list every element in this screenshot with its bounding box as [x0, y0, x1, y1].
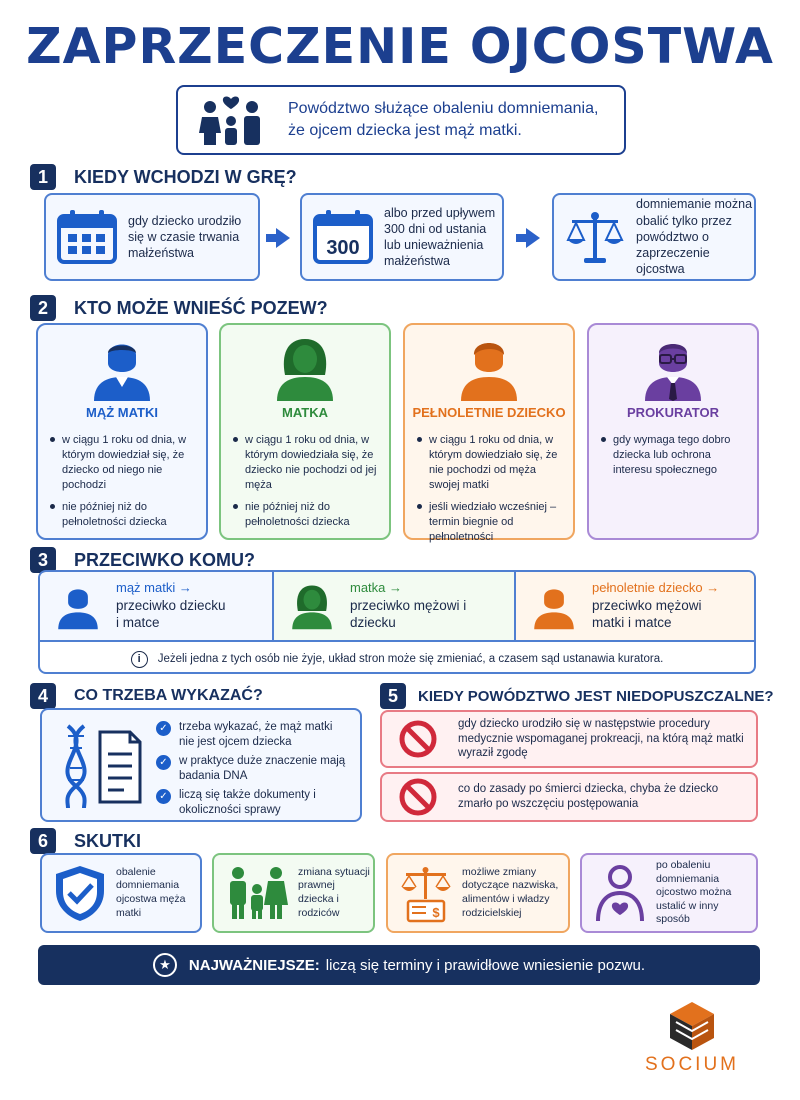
- card-prosecutor-item: gdy wymaga tego dobro dziecka lub ochrona interesu społecznego: [601, 433, 749, 478]
- section-1-header: [30, 164, 297, 190]
- intro-box: [176, 85, 626, 155]
- section-4-item: ✓ liczą się także dokumenty i okoliczności sprawy: [156, 788, 349, 818]
- intro-text: Powództwo służące obaleniu domniemania, że ojcem dziecka jest mąż matki.: [288, 100, 599, 139]
- section-1-step-2-text: albo przed upływem 300 dni od ustania lub unieważnienia małżeństwa: [384, 205, 496, 269]
- effect-2: zmiana sytuacji prawnej dziecka i rodziców: [212, 853, 375, 933]
- card-mother-title: MATKA: [282, 405, 328, 420]
- socium-logo: [632, 1000, 752, 1080]
- woman-icon: [271, 335, 339, 401]
- card-mother-item: nie później niż do pełnoletności dziecka: [233, 500, 381, 530]
- effect-1: obalenie domniemania ojcostwa męża matki: [40, 853, 202, 933]
- shield-check-icon: [52, 863, 108, 923]
- section-5-number: 5: [380, 683, 406, 709]
- card-husband-title: MĄŻ MATKI: [86, 405, 158, 420]
- key-takeaway-banner: [38, 945, 760, 985]
- star-icon: ★: [153, 953, 177, 977]
- section-5-header: [380, 683, 774, 709]
- card-mother-item: w ciągu 1 roku od dnia, w którym dowiedziała się, że dziecko nie pochodzi od jej męża: [233, 433, 381, 492]
- section-1-number: 1: [30, 164, 56, 190]
- section-1-step-1: [44, 193, 260, 281]
- section-4-item: ✓ trzeba wykazać, że mąż matki nie jest ojcem dziecka: [156, 720, 349, 750]
- person-heart-icon: [592, 863, 648, 923]
- party-adult-child-against: przeciwko mężowi matki i matce: [592, 597, 702, 631]
- section-1-step-3: [552, 193, 756, 281]
- party-husband-against: przeciwko dziecku i matce: [116, 597, 226, 631]
- section-2-title: KTO MOŻE WNIEŚĆ POZEW?: [74, 297, 328, 318]
- card-prosecutor: [587, 323, 759, 540]
- card-husband-item: w ciągu 1 roku od dnia, w którym dowiedział się, że dziecko od niego nie pochodzi: [50, 433, 198, 492]
- card-adult-child-item: w ciągu 1 roku od dnia, w którym dowiedziało się, że nie pochodzi od męża swojej matki: [417, 433, 565, 492]
- young-man-icon: [530, 580, 578, 632]
- family-icon: [224, 863, 290, 923]
- party-husband: [40, 572, 274, 642]
- check-icon: ✓: [156, 755, 171, 770]
- card-adult-child: [403, 323, 575, 544]
- calendar-300-icon: [312, 208, 374, 266]
- dna-document-icon: [54, 722, 146, 810]
- man-icon: [88, 335, 156, 401]
- party-adult-child-label: pełnoletnie dziecko →: [592, 580, 720, 595]
- section-2-number: 2: [30, 295, 56, 321]
- section-6-header: [30, 828, 141, 854]
- section-5-item-2: co do zasady po śmierci dziecka, chyba że dziecko zmarło po wszczęciu postępowania: [380, 772, 758, 822]
- party-husband-label: mąż matki →: [116, 580, 192, 595]
- arrow-right-icon: [526, 228, 540, 248]
- socium-logo-icon: [666, 1000, 718, 1052]
- section-3-note: [40, 644, 754, 674]
- check-icon: ✓: [156, 721, 171, 736]
- banner-label: NAJWAŻNIEJSZE:: [188, 956, 320, 974]
- card-adult-child-item: jeśli wiedziało wcześniej – termin biegnie od pełnoletności: [417, 500, 565, 545]
- effect-4: po obaleniu domniemania ojcostwo można ustalić w inny sposób: [580, 853, 758, 933]
- party-mother: [274, 572, 516, 642]
- section-1-step-2: [300, 193, 504, 281]
- effect-3: $ możliwe zmiany dotyczące nazwiska, alimentów i władzy rodzicielskiej: [386, 853, 570, 933]
- party-adult-child: [516, 572, 754, 642]
- card-adult-child-title: PEŁNOLETNIE DZIECKO: [412, 405, 566, 420]
- calendar-300-badge: 300: [326, 237, 360, 259]
- prosecutor-icon: [639, 335, 707, 401]
- banner-text: liczą się terminy i prawidłowe wniesienie pozwu.: [325, 956, 646, 974]
- family-heart-icon: [194, 93, 268, 147]
- section-3-note-text: Jeżeli jedna z tych osób nie żyje, układ stron może się zmieniać, a czasem sąd ustanawia kuratora.: [157, 653, 664, 665]
- check-icon: ✓: [156, 789, 171, 804]
- prohibited-icon: [398, 719, 438, 759]
- section-4-header: [30, 683, 263, 709]
- section-1-step-3-text: domniemanie można obalić tylko przez powództwo o zaprzeczenie ojcostwa: [636, 197, 753, 277]
- socium-logo-text: SOCIUM: [645, 1054, 739, 1075]
- section-3-title: PRZECIWKO KOMU?: [74, 549, 255, 570]
- card-prosecutor-title: PROKURATOR: [627, 405, 719, 420]
- card-mother: [219, 323, 391, 540]
- party-mother-against: przeciwko mężowi i dziecku: [350, 597, 467, 631]
- section-5-title: KIEDY POWÓDZTWO JEST NIEDOPUSZCZALNE?: [418, 687, 774, 705]
- section-6-number: 6: [30, 828, 56, 854]
- section-1-title: KIEDY WCHODZI W GRĘ?: [74, 166, 297, 187]
- section-4-number: 4: [30, 683, 56, 709]
- section-6-title: SKUTKI: [74, 830, 141, 851]
- section-3-box: [38, 570, 756, 674]
- svg-text:$: $: [432, 905, 440, 920]
- card-husband: [36, 323, 208, 540]
- calendar-icon: [56, 208, 118, 266]
- page-title: ZAPRZECZENIE OJCOSTWA: [26, 18, 774, 75]
- section-4-box: [40, 708, 362, 822]
- section-2-header: [30, 295, 328, 321]
- scales-document-icon: [398, 863, 454, 923]
- section-5-item-1: gdy dziecko urodziło się w następstwie procedury medycznie wspomaganej prokreacji, na którą mąż matki wyraził zgodę: [380, 710, 758, 768]
- section-4-title: CO TRZEBA WYKAZAĆ?: [74, 687, 263, 704]
- arrow-right-icon: [276, 228, 290, 248]
- young-man-icon: [455, 335, 523, 401]
- card-husband-item: nie później niż do pełnoletności dziecka: [50, 500, 198, 530]
- man-icon: [54, 580, 102, 632]
- section-4-item: ✓ w praktyce duże znaczenie mają badania DNA: [156, 754, 349, 784]
- section-1-step-1-text: gdy dziecko urodziło się w czasie trwania małżeństwa: [128, 213, 242, 261]
- prohibited-icon: [398, 777, 438, 817]
- party-mother-label: matka →: [350, 580, 403, 595]
- woman-icon: [288, 580, 336, 632]
- scales-icon: [564, 208, 626, 266]
- info-icon: i: [131, 651, 148, 668]
- section-3-number: 3: [30, 547, 56, 573]
